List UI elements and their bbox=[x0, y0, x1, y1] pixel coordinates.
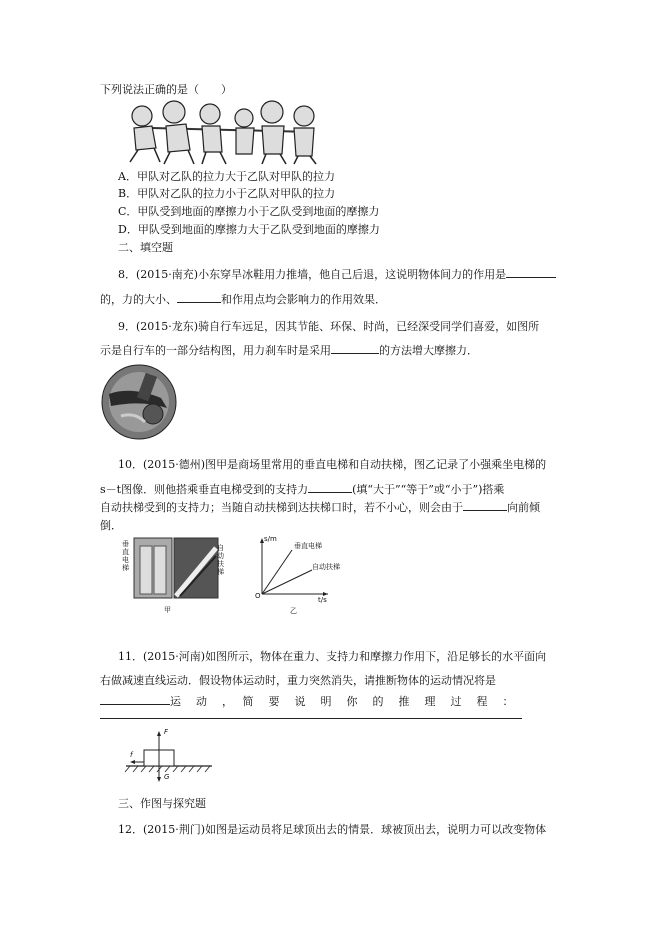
force-label-G: G bbox=[164, 773, 170, 781]
q10-blank-2[interactable] bbox=[463, 499, 507, 511]
q11-line3 bbox=[100, 693, 516, 709]
q11-text-2: 运 动 ， 简 要 说 明 你 的 推 理 过 程 ： bbox=[170, 695, 516, 708]
graph-xlabel: t/s bbox=[318, 596, 327, 604]
q10-blank-1[interactable] bbox=[308, 481, 352, 493]
vertical-elevator-line bbox=[262, 550, 292, 594]
q11-answer-line[interactable] bbox=[100, 718, 522, 719]
force-label-f: f bbox=[130, 751, 133, 759]
q8-line2 bbox=[100, 291, 386, 307]
bicycle-brake-photo bbox=[101, 364, 177, 440]
q8-text-2: 的，力的大小、 bbox=[100, 293, 177, 306]
q11-line1: 11．(2015·河南)如图所示，物体在重力、支持力和摩擦力作用下，沿足够长的水平面向 bbox=[118, 650, 547, 663]
q12-line1: 12．(2015·荆门)如图是运动员将足球顶出去的情景．球被顶出去，说明力可以改变物体 bbox=[118, 823, 547, 836]
q9-line2 bbox=[100, 342, 478, 358]
q8-text-3: 和作用点均会影响力的作用效果． bbox=[221, 293, 386, 306]
q10-line3 bbox=[100, 499, 540, 515]
q10-line2 bbox=[100, 481, 504, 497]
q7-stem: 下列说法正确的是（ ） bbox=[100, 83, 232, 96]
photo-label-vertical-elevator: 垂直电梯 bbox=[122, 540, 129, 572]
section-title-fill-blank: 二、填空题 bbox=[118, 241, 173, 254]
q10-line4: 倒． bbox=[100, 519, 122, 532]
graph-line-label-escalator: 自动扶梯 bbox=[312, 563, 340, 571]
force-label-F: F bbox=[164, 728, 169, 736]
q11-line2: 右做减速直线运动．假设物体运动时，重力突然消失，请推断物体的运动情况将是 bbox=[100, 674, 496, 687]
graph-line-label-vertical: 垂直电梯 bbox=[294, 542, 322, 550]
q8-text-1: 8．(2015·南充)小东穿旱冰鞋用力推墙，他自己后退，这说明物体间力的作用是 bbox=[118, 268, 507, 281]
q9-text-2: 的方法增大摩擦力． bbox=[379, 344, 478, 357]
graph-ylabel: s/m bbox=[264, 535, 277, 543]
q9-blank[interactable] bbox=[331, 342, 379, 354]
caption-jia: 甲 bbox=[164, 606, 171, 614]
q10-text-2: (填“大于”“等于”或“小于”)搭乘 bbox=[352, 483, 505, 496]
q11-blank[interactable] bbox=[100, 693, 170, 705]
escalator-line bbox=[262, 570, 312, 594]
q7-option-b: B．甲队对乙队的拉力小于乙队对甲队的拉力 bbox=[118, 187, 336, 200]
elevator-photos bbox=[118, 536, 250, 618]
q8-blank-1[interactable] bbox=[506, 266, 556, 278]
caption-yi: 乙 bbox=[290, 607, 297, 615]
tug-of-war-figure bbox=[122, 98, 322, 166]
graph-origin: O bbox=[255, 592, 261, 600]
q9-line1: 9．(2015·龙东)骑自行车远足，因其节能、环保、时尚，已经深受同学们喜爱，如图所 bbox=[118, 320, 540, 333]
q7-option-a: A．甲队对乙队的拉力大于乙队对甲队的拉力 bbox=[118, 170, 335, 183]
q10-text-3: 自动扶梯受到的支持力；当随自动扶梯到达扶梯口时，若不小心，则会由于 bbox=[100, 501, 463, 514]
photo-label-escalator: 自动扶梯 bbox=[217, 544, 224, 576]
section-title-drawing: 三、作图与探究题 bbox=[118, 797, 206, 810]
q7-option-c: C．甲队受到地面的摩擦力小于乙队受到地面的摩擦力 bbox=[118, 205, 380, 218]
q10-text-1: s－t图像．则他搭乘垂直电梯受到的支持力 bbox=[100, 483, 309, 496]
q8-blank-2[interactable] bbox=[177, 291, 221, 303]
q10-line1: 10．(2015·德州)图甲是商场里常用的垂直电梯和自动扶梯，图乙记录了小强乘坐电梯的 bbox=[118, 458, 547, 471]
q8-line1 bbox=[118, 266, 556, 282]
q9-text-1: 示是自行车的一部分结构图，用力刹车时是采用 bbox=[100, 344, 331, 357]
q10-text-4: 向前倾 bbox=[507, 501, 540, 514]
q7-option-d: D．甲队受到地面的摩擦力大于乙队受到地面的摩擦力 bbox=[118, 223, 380, 236]
